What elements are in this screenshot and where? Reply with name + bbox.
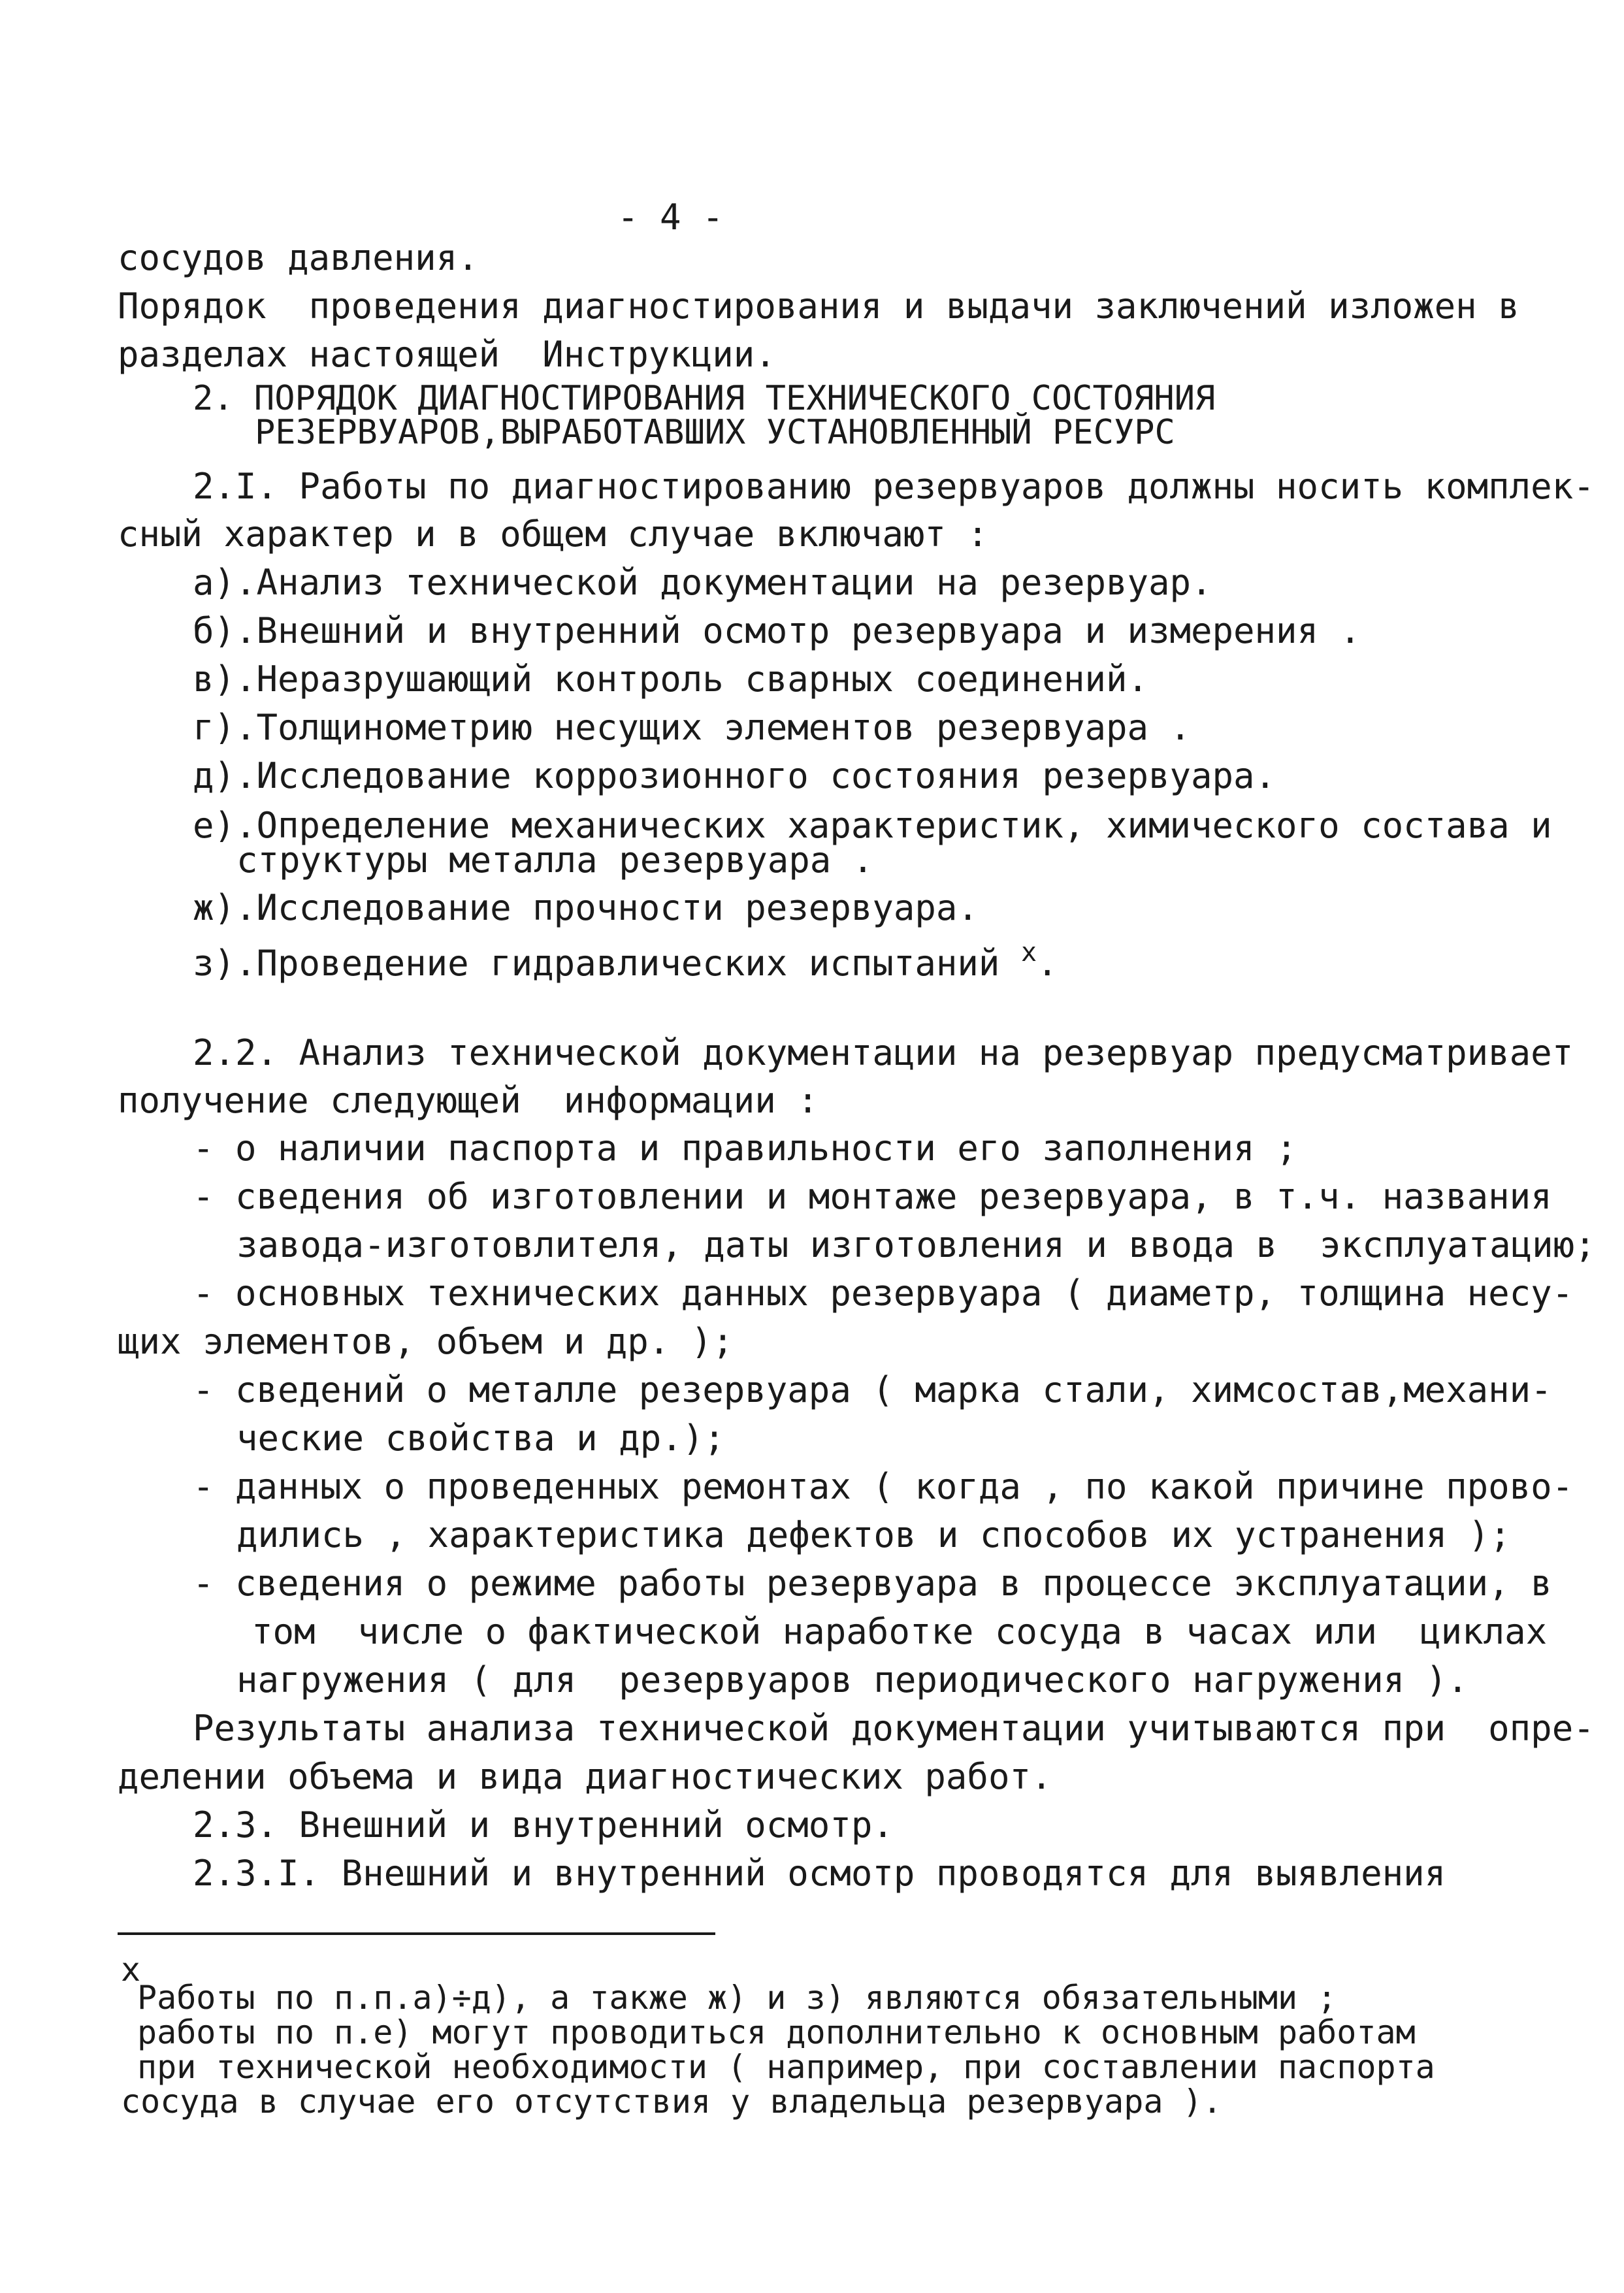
intro-line: сосудов давления. bbox=[118, 237, 479, 278]
list-item bbox=[193, 937, 1058, 984]
bullet-item: - данных о проведенных ремонтах ( когда , по какой причине прово- bbox=[193, 1466, 1574, 1507]
bullet-item: - о наличии паспорта и правильности его заполнения ; bbox=[193, 1128, 1297, 1169]
footnote-line: при технической необходимости ( например, при составлении паспорта bbox=[137, 2048, 1435, 2086]
footnote-line: работы по п.е) могут проводиться дополнительно к основным работам bbox=[137, 2013, 1416, 2051]
bullet-item: - сведения об изготовлении и монтаже резервуара, в т.ч. названия bbox=[193, 1176, 1552, 1217]
list-item: б).Внешний и внутренний осмотр резервуара и измерения . bbox=[193, 610, 1361, 651]
paragraph-line: щих элементов, объем и др. ); bbox=[118, 1321, 734, 1362]
page-number: - 4 - bbox=[617, 197, 724, 238]
list-item: в).Неразрушающий контроль сварных соединений. bbox=[193, 659, 1148, 700]
bullet-item: - сведения о режиме работы резервуара в процессе эксплуатации, в bbox=[193, 1563, 1552, 1604]
list-item: д).Исследование коррозионного состояния резервуара. bbox=[193, 755, 1276, 796]
footnote-mark: x bbox=[1020, 937, 1037, 968]
paragraph-line: 2.2. Анализ технической документации на резервуар предусматривает bbox=[193, 1032, 1574, 1073]
bullet-item: - сведений о металле резервуара ( марка стали, химсостав,механи- bbox=[193, 1369, 1552, 1410]
bullet-item: нагружения ( для резервуаров периодического нагружения ). bbox=[236, 1659, 1469, 1700]
footnote-mark: x bbox=[121, 1951, 141, 1989]
list-item: е).Определение механических характеристик, химического состава и bbox=[193, 805, 1552, 846]
footnote-line: сосуда в случае его отсутствия у владельца резервуара ). bbox=[121, 2083, 1222, 2121]
list-item: а).Анализ технической документации на резервуар. bbox=[193, 562, 1212, 603]
list-item-end: . bbox=[1037, 943, 1058, 984]
paragraph-line: получение следующей информации : bbox=[118, 1080, 819, 1121]
bullet-item: - основных технических данных резервуара ( диаметр, толщина несу- bbox=[193, 1273, 1574, 1314]
subsection-heading: 2.3. Внешний и внутренний осмотр. bbox=[193, 1804, 894, 1846]
bullet-item: ческие свойства и др.); bbox=[236, 1418, 725, 1459]
list-item: г).Толщинометрию несущих элементов резервуара . bbox=[193, 707, 1192, 748]
footnote-line: Работы по п.п.а)÷д), а также ж) и з) являются обязательными ; bbox=[137, 1979, 1337, 2017]
bullet-item: завода-изготовлителя, даты изготовления и ввода в эксплуатацию; bbox=[236, 1224, 1596, 1265]
list-item: структуры металла резервуара . bbox=[236, 839, 874, 881]
intro-line: Порядок проведения диагностирования и выдачи заключений изложен в bbox=[118, 285, 1519, 327]
section-heading: 2. ПОРЯДОК ДИАГНОСТИРОВАНИЯ ТЕХНИЧЕСКОГО СОСТОЯНИЯ bbox=[193, 379, 1216, 418]
paragraph-line: делении объема и вида диагностических работ. bbox=[118, 1756, 1052, 1797]
list-item: ж).Исследование прочности резервуара. bbox=[193, 887, 979, 928]
paragraph-line: 2.3.I. Внешний и внутренний осмотр проводятся для выявления bbox=[193, 1853, 1446, 1894]
footnote-divider bbox=[118, 1932, 715, 1935]
intro-line: разделах настоящей Инструкции. bbox=[118, 334, 776, 375]
list-item-text: з).Проведение гидравлических испытаний bbox=[193, 943, 1000, 984]
bullet-item: том числе о фактической наработке сосуда в часах или циклах bbox=[252, 1611, 1548, 1652]
section-heading: РЕЗЕРВУАРОВ,ВЫРАБОТАВШИХ УСТАНОВЛЕННЫЙ РЕСУРС bbox=[255, 413, 1175, 452]
paragraph-line: 2.I. Работы по диагностированию резервуаров должны носить комплек- bbox=[193, 466, 1595, 507]
bullet-item: дились , характеристика дефектов и способов их устранения ); bbox=[236, 1514, 1511, 1555]
paragraph-line: сный характер и в общем случае включают : bbox=[118, 513, 988, 555]
paragraph-line: Результаты анализа технической документации учитываются при опре- bbox=[193, 1708, 1595, 1749]
